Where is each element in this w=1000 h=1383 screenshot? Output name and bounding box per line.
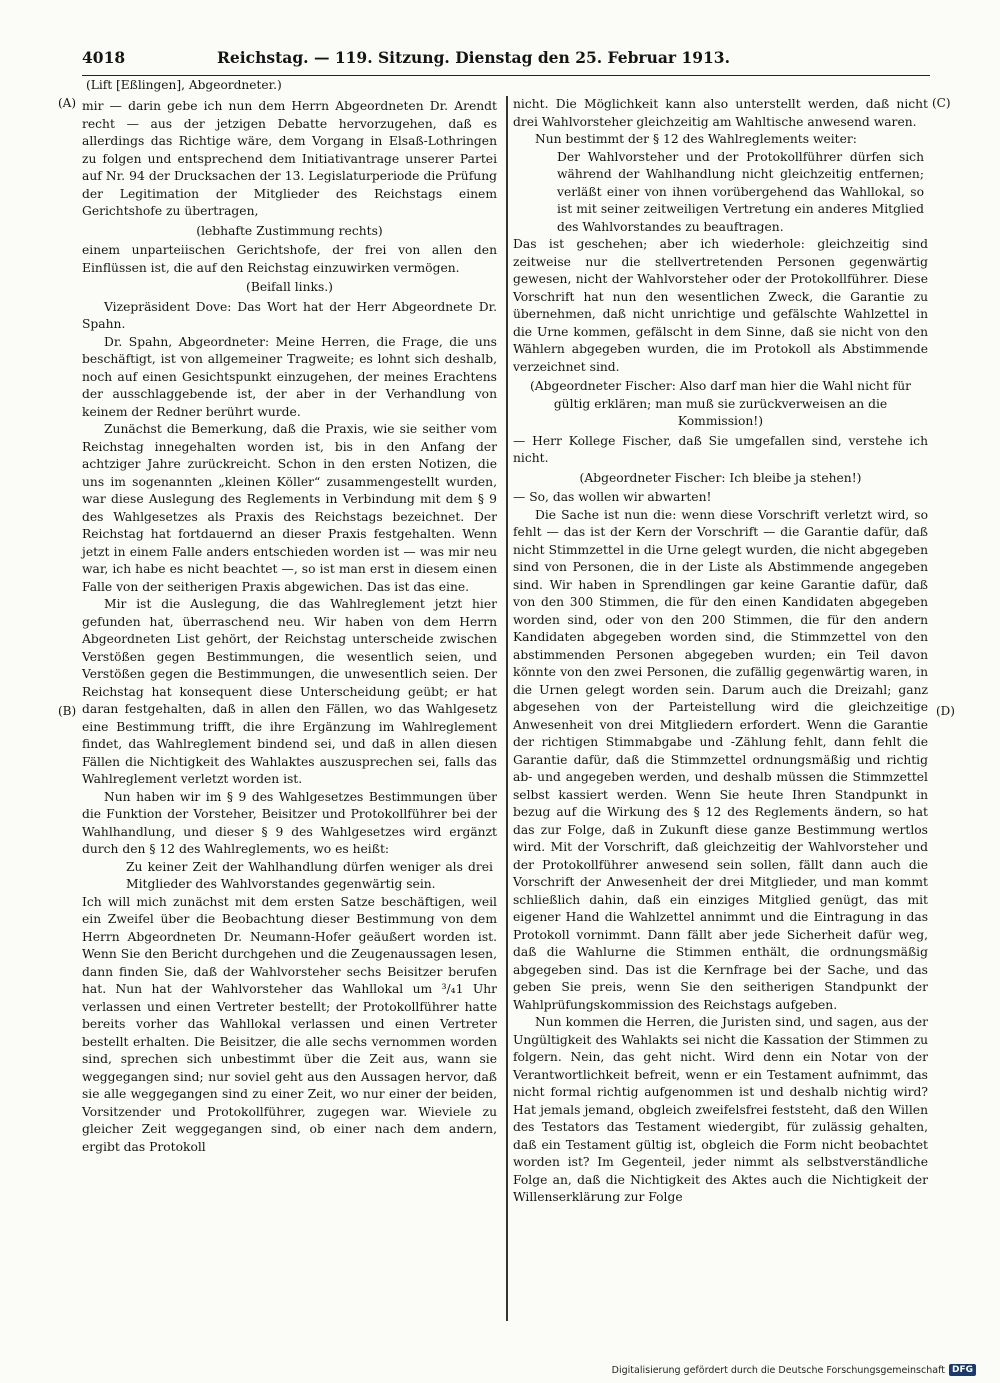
paragraph: (Abgeordneter Fischer: Also darf man hier die Wahl nicht für gültig erklären; man muß sie zurückverweisen an die Kommission!) [529, 379, 912, 428]
paragraph: Vizepräsident Dove: Das Wort hat der Herr Abgeordnete Dr. Spahn. [82, 299, 497, 331]
paragraph: Nun bestimmt der § 12 des Wahlreglements weiter: [535, 132, 857, 146]
page-number: 4018 [82, 48, 126, 67]
paragraph: Der Wahlvorsteher und der Protokollführer dürfen sich während der Wahlhandlung nicht gleichzeitig entfernen; verläßt einer von ihnen vorübergehend das Wahllokal, so ist mit seiner zeitweiligen Vertretung ein anderes Mitglied des Wahlvorstandes zu beauftragen. [557, 149, 924, 234]
paragraph: (Abgeordneter Fischer: Ich bleibe ja stehen!) [579, 470, 862, 485]
column-divider [506, 96, 508, 1321]
dfg-logo: DFG [949, 1364, 976, 1376]
paragraph: nicht. Die Möglichkeit kann also unterstellt werden, daß nicht drei Wahlvorsteher gleichzeitig am Wahltische anwesend waren. [513, 97, 928, 129]
paragraph: Nun kommen die Herren, die Juristen sind, und sagen, aus der Ungültigkeit des Wahlakts sei nicht die Kassation der Stimmen zu folgern. Nein, das geht nicht. Wird denn ein Notar von der Verantwortlichkeit befreit, wenn er ein Testament aufnimmt, das nicht formal richtig aufgenommen ist und deshalb nichtig wird? Hat jemals jemand, obgleich zweifelsfrei feststeht, daß den Willen des Testators das Testament wiedergibt, für zulässig gehalten, daß ein Testament gültig ist, obgleich die Form nicht beobachtet worden ist? Im Gegenteil, jeder nimmt als selbstverständliche Folge an, daß die Nichtigkeit des Aktes auch die Nichtigkeit der Willenserklärung zur Folge [513, 1015, 928, 1204]
credit-text: Digitalisierung gefördert durch die Deutsche Forschungsgemeinschaft [611, 1364, 945, 1376]
left-column [82, 98, 497, 1156]
right-column [513, 96, 928, 1207]
paragraph: Die Sache ist nun die: wenn diese Vorschrift verletzt wird, so fehlt — das ist der Kern der Vorschrift — die Garantie dafür, daß nicht Stimmzettel in die Urne gelegt wurden, die nicht abgegeben sind von Personen, die in der Liste als Abstimmende angegeben sind. Wir haben in Sprendlingen gar keine Garantie dafür, daß von den 300 Stimmen, die für den einen Kandidaten abgegeben worden sind, oder von den 200 Stimmen, die für den andern Kandidaten abgegeben worden sind, die Stimmzettel von den abstimmenden Personen abgegeben wurden; ein Teil davon könnte von den zwei Personen, die zufällig gegenwärtig waren, in die Urnen gelegt worden sein. Darum auch die Dreizahl; ganz abgesehen von der Parteistellung wird die gleichzeitige Anwesenheit von drei Mitgliedern erfordert. Wenn die Garantie der richtigen Stimmabgabe und -Zählung fehlt, dann fehlt die Garantie dafür, daß die Stimmzettel ordnungsmäßig und richtig ab- und angegeben werden, und deshalb müssen die Stimmzettel selbst kassiert werden. Wenn Sie heute Ihren Standpunkt in bezug auf die Wirkung des § 12 des Reglements ändern, so hat das zur Folge, daß in Zukunft diese ganze Bestimmung wertlos wird. Mit der Vorschrift, daß gleichzeitig der Wahlvorsteher und der Protokollführer anwesend sein sollen, fällt dann auch die Vorschrift der Anwesenheit der drei Mitglieder, und man kommt schließlich dahin, daß ein einziges Mitglied genügt, das mit eigener Hand die Wahlzettel annimmt und die Eintragung in das Protokoll vornimmt. Dann fällt aber jede Sicherheit dafür weg, daß die Wahlurne die Stimmen enthält, die ordnungsmäßig abgegeben sind. Das ist die Kernfrage bei der Sache, und das geben Sie preis, wenn Sie den seitherigen Standpunkt der Wahlprüfungskommission des Reichstags aufgeben. [513, 507, 928, 1012]
paragraph: Ich will mich zunächst mit dem ersten Satze beschäftigen, weil ein Zweifel über die Beobachtung dieser Bestimmung von dem Herrn Abgeordneten Dr. Neumann-Hofer geäußert worden ist. Wenn Sie den Bericht durchgehen und die Zeugenaussagen lesen, dann finden Sie, daß der Wahlvorsteher sechs Beisitzer berufen hat. Nun hat der Wahlvorsteher das Wahllokal um ³/₄1 Uhr verlassen und einen Vertreter bestellt; der Protokollführer hatte bereits vorher das Wahllokal verlassen und einen Vertreter bestellt erhalten. Die Beisitzer, die alle sechs vernommen worden sind, sprechen sich unbestimmt über die Zeit aus, wann sie weggegangen sind; nur soviel geht aus den Aussagen hervor, daß sie alle weggegangen sind zu einer Zeit, wo nur einer der beiden, Vorsitzender und Protokollführer, zugegen war. Wieviele zu gleicher Zeit weggegangen sind, ob einer nach dem andern, ergibt das Protokoll [82, 894, 497, 1154]
paragraph: Das ist geschehen; aber ich wiederhole: gleichzeitig sind zeitweise nur die stellvertretenden Personen gegenwärtig gewesen, nicht der Wahlvorsteher oder der Protokollführer. Diese Vorschrift hat nun den wesentlichen Zweck, die Garantie zu übernehmen, daß nicht unrichtige und gefälschte Wahlzettel in die Urne kommen, gefälscht in dem Sinne, daß sie nicht von den Wählern abgegeben wurden, die im Protokoll als Abstimmende verzeichnet sind. [513, 237, 928, 374]
paragraph: einem unparteiischen Gerichtshofe, der frei von allen den Einflüssen ist, die auf den Reichstag einzuwirken vermögen. [82, 243, 497, 275]
paragraph: — Herr Kollege Fischer, daß Sie umgefallen sind, verstehe ich nicht. [513, 433, 928, 465]
margin-marker-d: (D) [936, 704, 955, 718]
margin-marker-b: (B) [58, 704, 77, 718]
paragraph: Zu keiner Zeit der Wahlhandlung dürfen weniger als drei Mitglieder des Wahlvorstandes gegenwärtig sein. [126, 859, 493, 891]
margin-marker-c: (C) [932, 96, 951, 110]
paragraph: — So, das wollen wir abwarten! [513, 490, 712, 504]
paragraph: Zunächst die Bemerkung, daß die Praxis, wie sie seither vom Reichstag innegehalten worden ist, bis in den Anfang der achtziger Jahre zurückreicht. Schon in den ersten Notizen, die uns im sogenannten „kleinen Köller“ zusammengestellt wurden, war diese Auslegung des Reglements in Verbindung mit dem § 9 des Wahlgesetzes als Praxis des Reichstags bezeichnet. Der Reichstag hat fortdauernd an dieser Praxis festgehalten. Wenn jetzt in einem Falle anders entschieden worden ist — was mir neu war, ich habe es nicht beachtet —, so ist man erst in diesem einen Falle von der seitherigen Praxis abgewichen. Das ist das eine. [82, 422, 497, 594]
paragraph: Dr. Spahn, Abgeordneter: Meine Herren, die Frage, die uns beschäftigt, ist von allgemeiner Tragweite; es lohnt sich deshalb, noch auf einen Gesichtspunkt einzugehen, der meines Erachtens der ausschlaggebende ist, der aber in der Verhandlung von keinem der Redner berührt wurde. [82, 334, 497, 419]
paragraph: Nun haben wir im § 9 des Wahlgesetzes Bestimmungen über die Funktion der Vorsteher, Beisitzer und Protokollführer bei der Wahlhandlung, und dieser § 9 des Wahlgesetzes wird ergänzt durch den § 12 des Wahlreglements, wo es heißt: [82, 789, 497, 856]
paragraph: Mir ist die Auslegung, die das Wahlreglement jetzt hier gefunden hat, überraschend neu. Wir haben von dem Herrn Abgeordneten List gehört, der Reichstag unterscheide zwischen Verstößen gegen Bestimmungen, die wesentlich seien, und Verstößen gegen die Bestimmungen, die unwesentlich seien. Der Reichstag hat konsequent diese Unterscheidung geübt; er hat daran festgehalten, daß in allen den Fällen, wo das Wahlgesetz eine Bestimmung trifft, die ihre Ergänzung im Wahlreglement findet, das Wahlreglement bindend sei, und daß in allen diesen Fällen die Nichtigkeit des Wahlaktes auszusprechen sei, falls das Wahlreglement verletzt worden ist. [82, 597, 497, 786]
paragraph: mir — darin gebe ich nun dem Herrn Abgeordneten Dr. Arendt recht — aus der jetzigen Debatte hervorzugehen, daß es allerdings das Richtige wäre, dem Vorgang in Elsaß-Lothringen zu folgen und entsprechend dem Initiativantrage unserer Partei auf Nr. 94 der Drucksachen der 13. Legislaturperiode die Prüfung der Legitimation der Mitglieder des Reichstags einem Gerichtshofe zu übertragen, [82, 99, 497, 218]
footer-credit [612, 1364, 976, 1376]
margin-marker-a: (A) [58, 96, 77, 110]
paragraph: (lebhafte Zustimmung rechts) [196, 223, 383, 238]
paragraph: (Beifall links.) [246, 280, 333, 294]
page-title: Reichstag. — 119. Sitzung. Dienstag den 25. Februar 1913. [217, 48, 730, 67]
header-rule [82, 75, 930, 76]
page-header [82, 48, 930, 74]
speaker-note: (Lift [Eßlingen], Abgeordneter.) [86, 78, 282, 92]
